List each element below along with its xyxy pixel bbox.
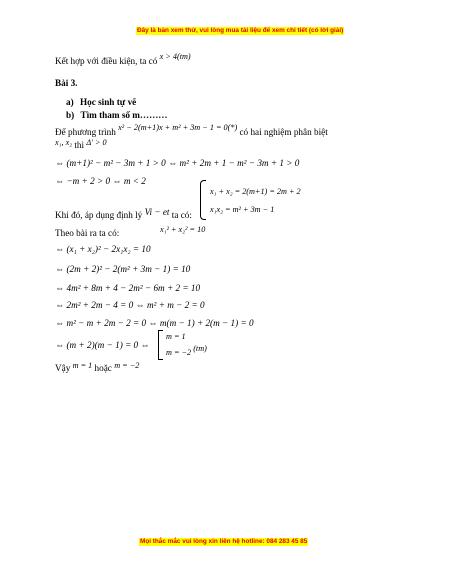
equation-line — [55, 123, 328, 138]
equation-prefix: Để phương trình — [55, 127, 116, 137]
step-solve: ⇔ (m + 2)(m − 1) = 0 ⇔ — [55, 340, 150, 350]
solution-m2-value: m = −2 — [166, 348, 192, 357]
conclusion-m2: m = −2 — [114, 361, 140, 370]
step-factor: ⇔ m² − m + 2m − 2 = 0 ⇔ m(m − 1) + 2(m − 1) = 0 — [55, 318, 254, 328]
step-m-less-2: ⇔ −m + 2 > 0 ⇔ m < 2 — [55, 176, 146, 186]
step-sum-squares: ⇔ (x₁ + x₂)² − 2x₁x₂ = 10 — [55, 244, 151, 254]
by-problem: Theo bài ra ta có: — [55, 228, 120, 238]
conclusion — [55, 363, 139, 374]
preview-banner: Đây là bản xem thử, vui lòng mua tài liệu để xem chi tiết (có lời giải) — [137, 27, 344, 34]
equation-math: x² − 2(m+1)x + m² + 3m − 1 = 0(*) — [118, 123, 238, 132]
part-a — [66, 97, 136, 108]
vieta-suffix: ta có: — [171, 210, 192, 220]
part-a-text: Học sinh tự vẽ — [79, 97, 137, 107]
system-sum: x₁ + x₂ = 2(m+1) = 2m + 2 — [210, 187, 301, 196]
equation-suffix: có hai nghiệm phân biệt — [239, 127, 328, 137]
roots-thi: thì — [74, 140, 85, 150]
vieta-name: Vi − et — [144, 207, 170, 217]
intro-math: x > 4(tm) — [159, 52, 191, 61]
part-b-text: Tìm tham số m……… — [80, 110, 168, 120]
step-discriminant: ⇔ (m+1)² − m² − 3m + 1 > 0 ⇔ m² + 2m + 1 − m² − 3m + 1 > 0 — [55, 158, 300, 168]
solution-m1: m = 1 — [166, 332, 186, 341]
intro-line — [55, 52, 191, 67]
part-b — [66, 110, 168, 121]
roots-line — [55, 140, 107, 151]
part-a-label: a) — [66, 97, 74, 107]
step-simplify: ⇔ 2m² + 2m − 4 = 0 ⇔ m² + m − 2 = 0 — [55, 300, 205, 310]
conclusion-or: hoặc — [94, 363, 112, 373]
conclusion-prefix: Vậy — [55, 363, 71, 373]
roots-math: x₁, x₂ — [55, 138, 73, 147]
solution-m2 — [166, 344, 207, 358]
exercise-title: Bài 3. — [55, 78, 78, 88]
part-b-label: b) — [66, 110, 75, 120]
solution-tm: (tm) — [193, 344, 207, 353]
vieta-prefix: Khi đó, áp dụng định lý — [55, 210, 143, 220]
system-brace — [200, 180, 206, 220]
vieta-system — [200, 180, 310, 224]
discriminant-condition: Δ' > 0 — [86, 138, 107, 147]
given-condition: x₁² + x₂² = 10 — [160, 225, 206, 234]
step-expand: ⇔ 4m² + 8m + 4 − 2m² − 6m + 2 = 10 — [55, 283, 201, 293]
system-product: x₁x₂ = m² + 3m − 1 — [210, 205, 275, 214]
step-substitute: ⇔ (2m + 2)² − 2(m² + 3m − 1) = 10 — [55, 264, 191, 274]
hotline-banner: Mọi thắc mắc vui lòng xin liên hệ hotline: 084 283 45 85 — [140, 538, 308, 545]
intro-text: Kết hợp với điều kiện, ta có — [55, 56, 158, 66]
conclusion-m1: m = 1 — [72, 361, 93, 370]
solution-bracket — [158, 330, 163, 360]
vieta-line — [55, 207, 192, 221]
